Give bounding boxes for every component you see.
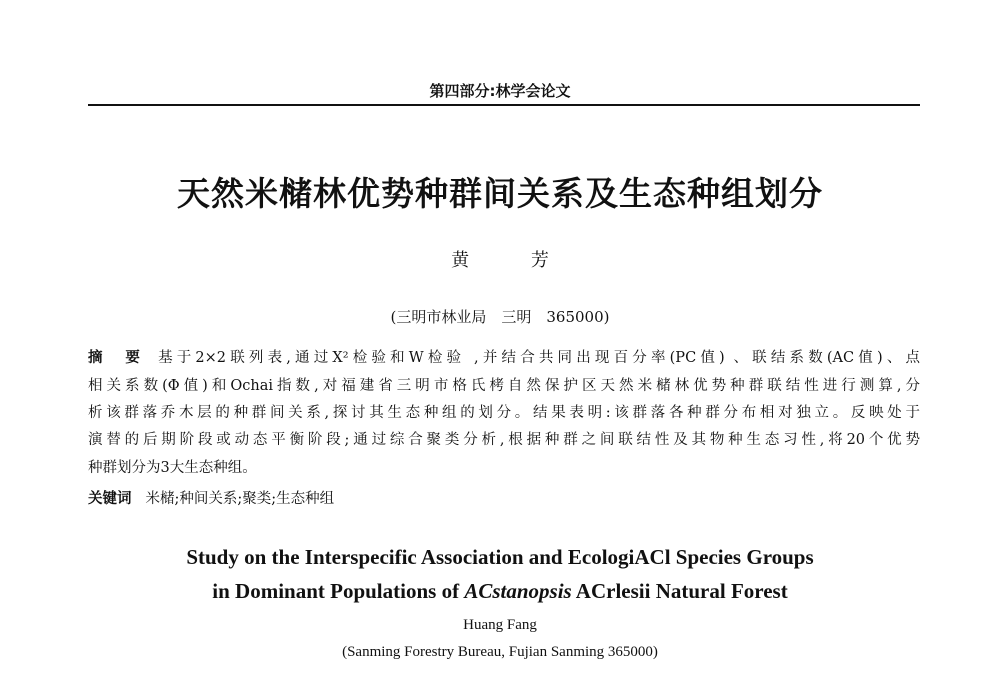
abstract-line: 种群划分为3大生态种组。 — [88, 460, 257, 476]
english-author: Huang Fang — [463, 617, 537, 633]
author: 黄 芳 — [451, 250, 577, 271]
section-header: 第四部分:林学会论文 — [429, 82, 571, 100]
abstract-line — [88, 346, 920, 367]
title-text: in Dominant Populations of — [212, 579, 465, 603]
english-affiliation: (Sanming Forestry Bureau, Fujian Sanming 365000) — [342, 644, 658, 660]
abstract-line: 析该群落乔木层的种群间关系,探讨其生态种组的划分。结果表明:该群落各种群分布相对独立。反映处于 — [88, 405, 920, 421]
abstract-text: 基于2×2联列表,通过X²检验和W检验 ,并结合共同出现百分率(PC值) 、联结系数(AC值)、点 — [158, 350, 921, 366]
keywords-label: 关键词 — [88, 491, 132, 507]
abstract-label: 摘 要 — [88, 350, 145, 366]
english-title-line1: Study on the Interspecific Association and EcologiACl Species Groups — [186, 545, 814, 569]
abstract-line: 相关系数(Φ值)和Ochai指数,对福建省三明市格氏栲自然保护区天然米槠林优势种群联结性进行测算,分 — [88, 378, 920, 394]
keywords — [88, 487, 920, 508]
title-genus: ACstanopsis — [464, 579, 572, 603]
keywords-text: 米槠;种间关系;聚类;生态种组 — [145, 491, 335, 507]
paper-title: 天然米槠林优势种群间关系及生态种组划分 — [177, 174, 823, 213]
english-title-line2 — [0, 579, 1000, 604]
header-rule — [88, 104, 920, 106]
affiliation: (三明市林业局 三明 365000) — [390, 308, 610, 326]
abstract-line: 演替的后期阶段或动态平衡阶段;通过综合聚类分析,根据种群之间联结性及其物种生态习性,将20个优势 — [88, 432, 920, 448]
title-text: ACrlesii Natural Forest — [571, 579, 788, 603]
